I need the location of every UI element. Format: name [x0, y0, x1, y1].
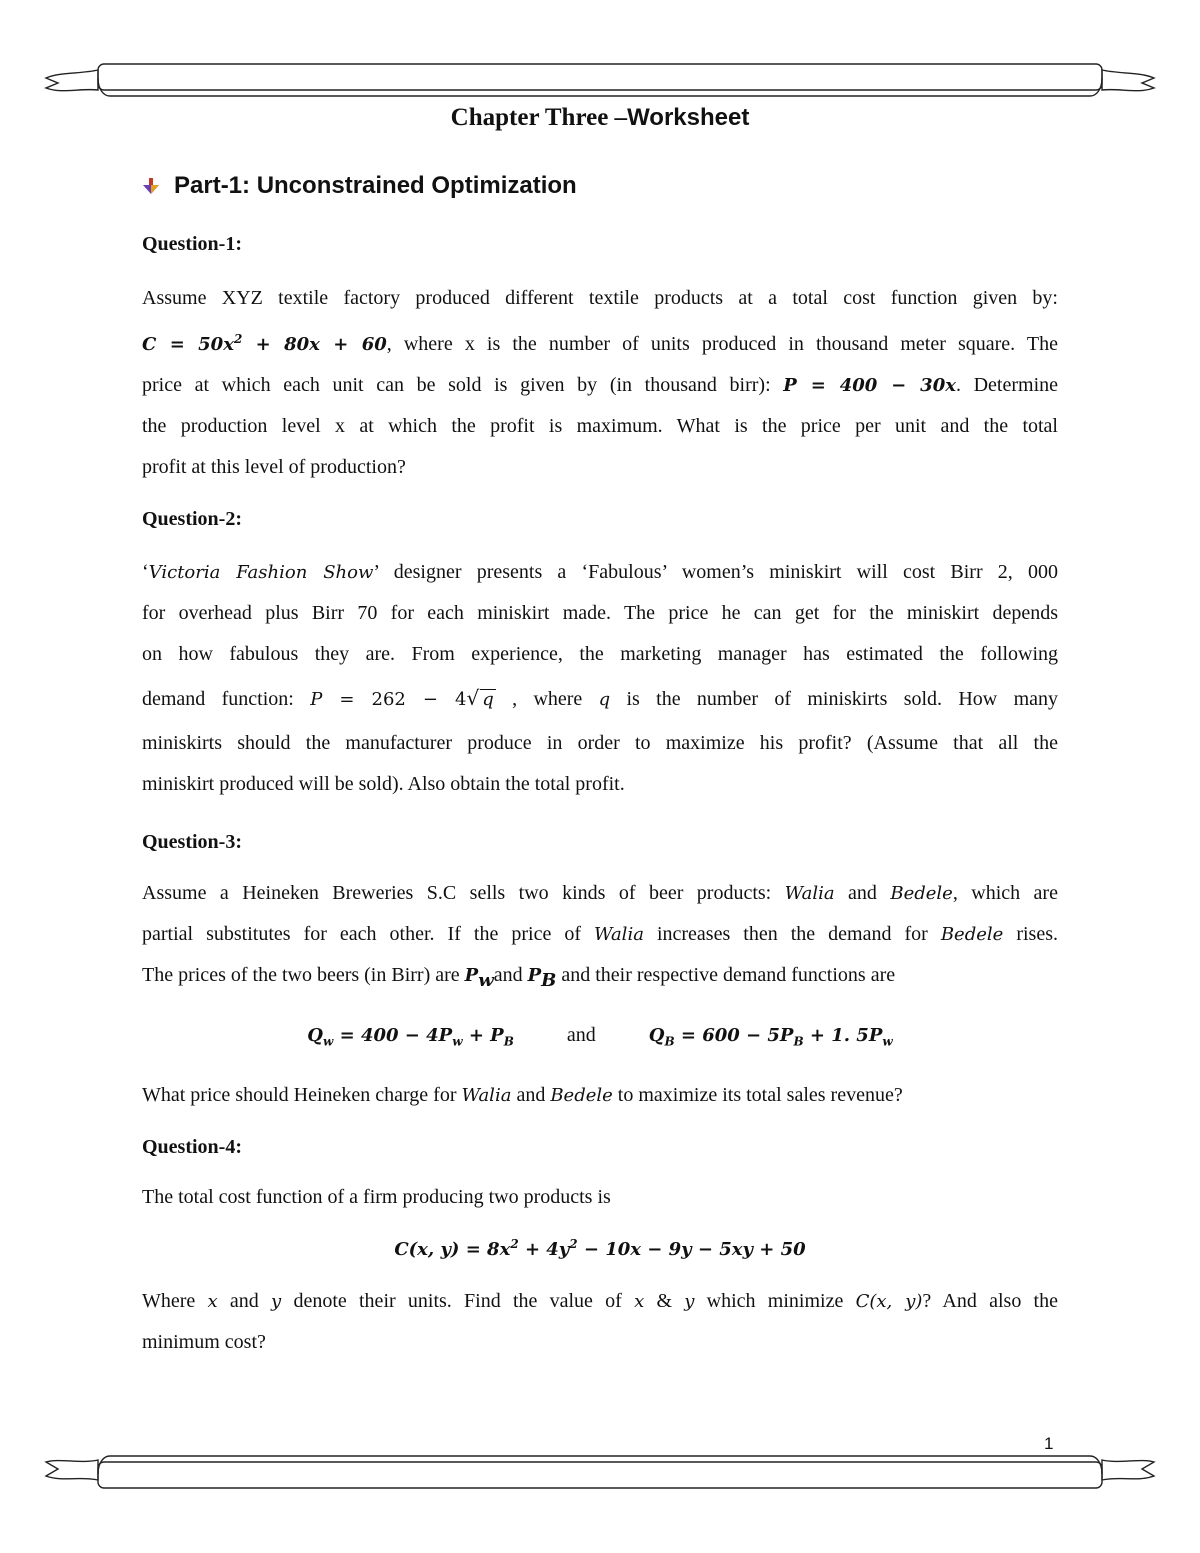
arrow-down-bullet-icon [142, 177, 160, 195]
question-4-question [142, 1281, 1058, 1363]
bottom-scroll-banner [40, 1452, 1160, 1494]
q1-line-2: $C = 50x^2 + 80x + 60$, where x is the number of units produced in thousand meter square. The [142, 332, 1058, 355]
question-1-heading: Question-1: [142, 233, 242, 255]
q2-line-3: on how fabulous they are. From experience, the marketing manager has estimated the following [142, 643, 1058, 665]
q4-line-1: The total cost function of a firm producing two products is [142, 1186, 611, 1208]
q2-line-5: miniskirts should the manufacturer produce in order to maximize his profit? (Assume that all the [142, 732, 1058, 754]
q2-demand-equation: P = 262 − 4√ q [310, 686, 494, 710]
top-scroll-banner [40, 60, 1160, 102]
question-3-question [142, 1075, 1058, 1116]
q4-cost-equation: C(x, $y) = 8x^2 + 4y^2 - 10x - 9y - 5xy + 50$ [394, 1237, 806, 1260]
chapter-title: Chapter Three –Worksheet [450, 104, 750, 131]
q4-line-3: minimum cost? [142, 1331, 266, 1353]
page-number: 1 [1044, 1434, 1054, 1453]
question-4-text [142, 1177, 1058, 1218]
q1-price-equation: P = 400 − 30x [783, 375, 956, 396]
q3-walia-demand: $Q_w = 400 - 4P_w + P_B$ [307, 1025, 514, 1049]
q3-bedele-demand: $Q_B = 600 - 5P_B + 1$. $5P_w$ [648, 1025, 893, 1049]
q2-line-1: ‘Victoria Fashion Show’ designer presents a ‘Fabulous’ women’s miniskirt will cost Birr 2, 000 [142, 561, 1059, 583]
question-3-heading: Question-3: [142, 831, 242, 853]
q3-line-3: The prices of the two beers (in Birr) are $P_wand$ $P_B$ and their respective demand functions are [142, 964, 896, 991]
part-heading: Part-1: Unconstrained Optimization [142, 172, 577, 200]
q1-line-3: price at which each unit can be sold is given by (in thousand birr): P = 400 − 30x. Determine [142, 374, 1058, 396]
q1-line-4: the production level x at which the profit is maximum. What is the price per unit and the total [142, 415, 1058, 437]
question-1-text [142, 278, 1058, 488]
q2-line-6: miniskirt produced will be sold). Also obtain the total profit. [142, 773, 625, 795]
question-4-heading: Question-4: [142, 1136, 242, 1158]
q3-line-4: What price should Heineken charge for Walia and Bedele to maximize its total sales revenue? [142, 1084, 903, 1106]
q4-line-2: Where x and y denote their units. Find the value of x & y which minimize C(x, y)? And also the [142, 1290, 1058, 1312]
question-3-text [142, 873, 1058, 1001]
q1-cost-equation: $C = 50x^2 + 80x + 60$ [142, 332, 387, 355]
question-2-text [142, 552, 1058, 805]
q1-line-1: Assume XYZ textile factory produced different textile products at a total cost function given by: [142, 287, 1058, 309]
q2-line-4: demand function: P = 262 − 4√ q , where q is the number of miniskirts sold. How many [142, 686, 1059, 710]
q3-demand-equations: $Q_w = 400 - 4P_w + P_B$ and $Q_B = 600 - 5P_B + 1$. $5P_w$ [307, 1024, 893, 1049]
q2-line-2: for overhead plus Birr 70 for each miniskirt made. The price he can get for the miniskirt depends [142, 602, 1058, 624]
question-2-heading: Question-2: [142, 508, 242, 530]
q1-line-5: profit at this level of production? [142, 456, 406, 478]
q3-line-2: partial substitutes for each other. If the price of Walia increases then the demand for Bedele rises. [142, 923, 1058, 945]
q3-line-1: Assume a Heineken Breweries S.C sells two kinds of beer products: Walia and Bedele, which are [142, 882, 1058, 904]
